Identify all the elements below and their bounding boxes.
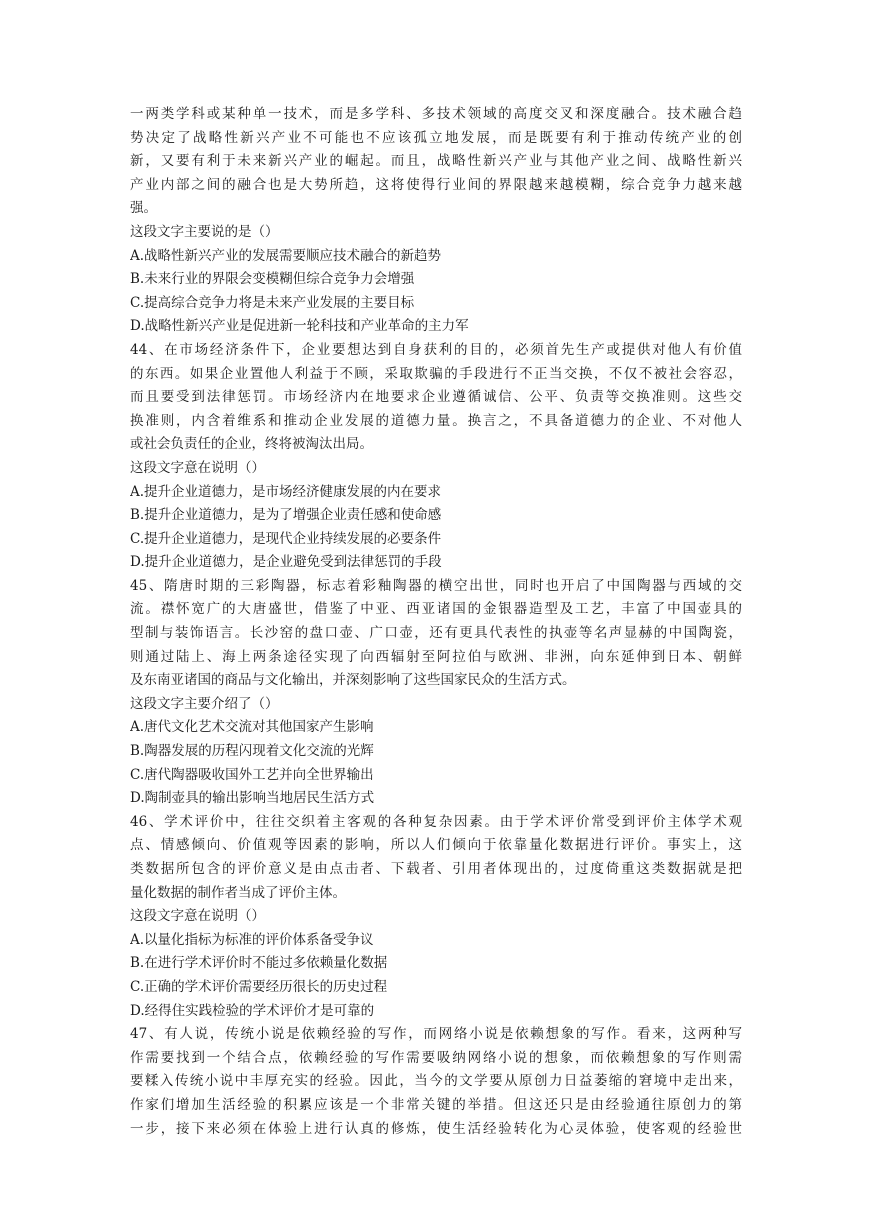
- text-line: A.战略性新兴产业的发展需要顺应技术融合的新趋势: [130, 247, 442, 264]
- text-line: 及东南亚诸国的商品与文化输出，并深刻影响了这些国家民众的生活方式。: [130, 672, 576, 689]
- text-line: D.提升企业道德力，是企业避免受到法律惩罚的手段: [130, 554, 442, 571]
- text-line: A.提升企业道德力，是市场经济健康发展的内在要求: [130, 483, 442, 500]
- text-line: D.战略性新兴产业是促进新一轮科技和产业革命的主力军: [130, 318, 469, 335]
- text-line: C.提高综合竞争力将是未来产业发展的主要目标: [130, 294, 415, 311]
- text-line: 产业内部之间的融合也是大势所趋，这将使得行业间的界限越来越模糊，综合竞争力越来越: [130, 176, 742, 193]
- text-line: 的东西。如果企业置他人利益于不顾，采取欺骗的手段进行不正当交换，不仅不被社会容忍，: [130, 365, 742, 382]
- text-line: B.提升企业道德力，是为了增强企业责任感和使命感: [130, 507, 442, 524]
- text-line: 47、有人说，传统小说是依赖经验的写作，而网络小说是依赖想象的写作。看来，这两种写: [130, 1026, 742, 1043]
- text-line: 45、隋唐时期的三彩陶器，标志着彩釉陶器的横空出世，同时也开启了中国陶器与西域的交: [130, 577, 742, 594]
- text-line: 势决定了战略性新兴产业不可能也不应该孤立地发展，而是既要有利于推动传统产业的创: [130, 129, 742, 146]
- text-line: 作需要找到一个结合点，依赖经验的写作需要吸纳网络小说的想象，而依赖想象的写作则需: [130, 1049, 742, 1066]
- text-line: D.陶制壶具的输出影响当地居民生活方式: [130, 790, 375, 807]
- document-body: [130, 103, 742, 1141]
- text-line: 换准则，内含着维系和推动企业发展的道德力量。换言之，不具备道德力的企业、不对他人: [130, 412, 742, 429]
- text-line: 流。襟怀宽广的大唐盛世，借鉴了中亚、西亚诸国的金银器造型及工艺，丰富了中国壶具的: [130, 601, 742, 618]
- text-line: 这段文字意在说明（）: [130, 459, 265, 476]
- text-line: 或社会负责任的企业，终将被淘汰出局。: [130, 436, 373, 453]
- text-line: C.正确的学术评价需要经历很长的历史过程: [130, 978, 388, 995]
- text-line: 类数据所包含的评价意义是由点击者、下载者、引用者体现出的，过度倚重这类数据就是把: [130, 861, 742, 877]
- text-line: 型制与装饰语言。长沙窑的盘口壶、广口壶，还有更具代表性的执壶等名声显赫的中国陶瓷，: [130, 625, 742, 642]
- text-line: B.陶器发展的历程闪现着文化交流的光辉: [130, 743, 374, 760]
- text-line: 而且要受到法律惩罚。市场经济内在地要求企业遵循诚信、公平、负责等交换准则。这些交: [130, 389, 742, 406]
- text-line: 44、在市场经济条件下，企业要想达到自身获利的目的，必须首先生产或提供对他人有价值: [130, 341, 742, 358]
- text-line: 作家们增加生活经验的积累应该是一个非常关键的举措。但这还只是由经验通往原创力的第: [130, 1096, 742, 1113]
- text-line: 则通过陆上、海上两条途径实现了向西辐射至阿拉伯与欧洲、非洲，向东延伸到日本、朝鲜: [130, 648, 742, 665]
- text-line: 新，又要有利于未来新兴产业的崛起。而且，战略性新兴产业与其他产业之间、战略性新兴: [130, 153, 742, 170]
- text-line: 这段文字意在说明（）: [130, 908, 265, 925]
- text-line: 强。: [130, 200, 157, 217]
- text-line: 46、学术评价中，往往交织着主客观的各种复杂因素。由于学术评价常受到评价主体学术观: [130, 813, 742, 830]
- text-line: C.提升企业道德力，是现代企业持续发展的必要条件: [130, 530, 442, 547]
- text-line: 量化数据的制作者当成了评价主体。: [130, 884, 346, 901]
- text-line: 点、情感倾向、价值观等因素的影响，所以人们倾向于依靠量化数据进行评价。事实上，这: [130, 837, 742, 854]
- text-line: B.未来行业的界限会变模糊但综合竞争力会增强: [130, 271, 415, 288]
- text-line: A.以量化指标为标准的评价体系备受争议: [130, 931, 374, 948]
- text-line: D.经得住实践检验的学术评价才是可靠的: [130, 1002, 375, 1019]
- text-line: A.唐代文化艺术交流对其他国家产生影响: [130, 719, 374, 736]
- text-line: 这段文字主要介绍了（）: [130, 695, 279, 712]
- text-line: C.唐代陶器吸收国外工艺并向全世界输出: [130, 766, 374, 783]
- text-line: 这段文字主要说的是（）: [130, 223, 279, 240]
- text-line: 一步，接下来必须在体验上进行认真的修炼，使生活经验转化为心灵体验，使客观的经验世: [130, 1120, 742, 1137]
- text-line: 一两类学科或某种单一技术，而是多学科、多技术领域的高度交叉和深度融合。技术融合趋: [130, 106, 742, 122]
- text-line: 要糅入传统小说中丰厚充实的经验。因此，当今的文学要从原创力日益萎缩的窘境中走出来，: [130, 1073, 742, 1090]
- text-line: B.在进行学术评价时不能过多依赖量化数据: [130, 955, 388, 972]
